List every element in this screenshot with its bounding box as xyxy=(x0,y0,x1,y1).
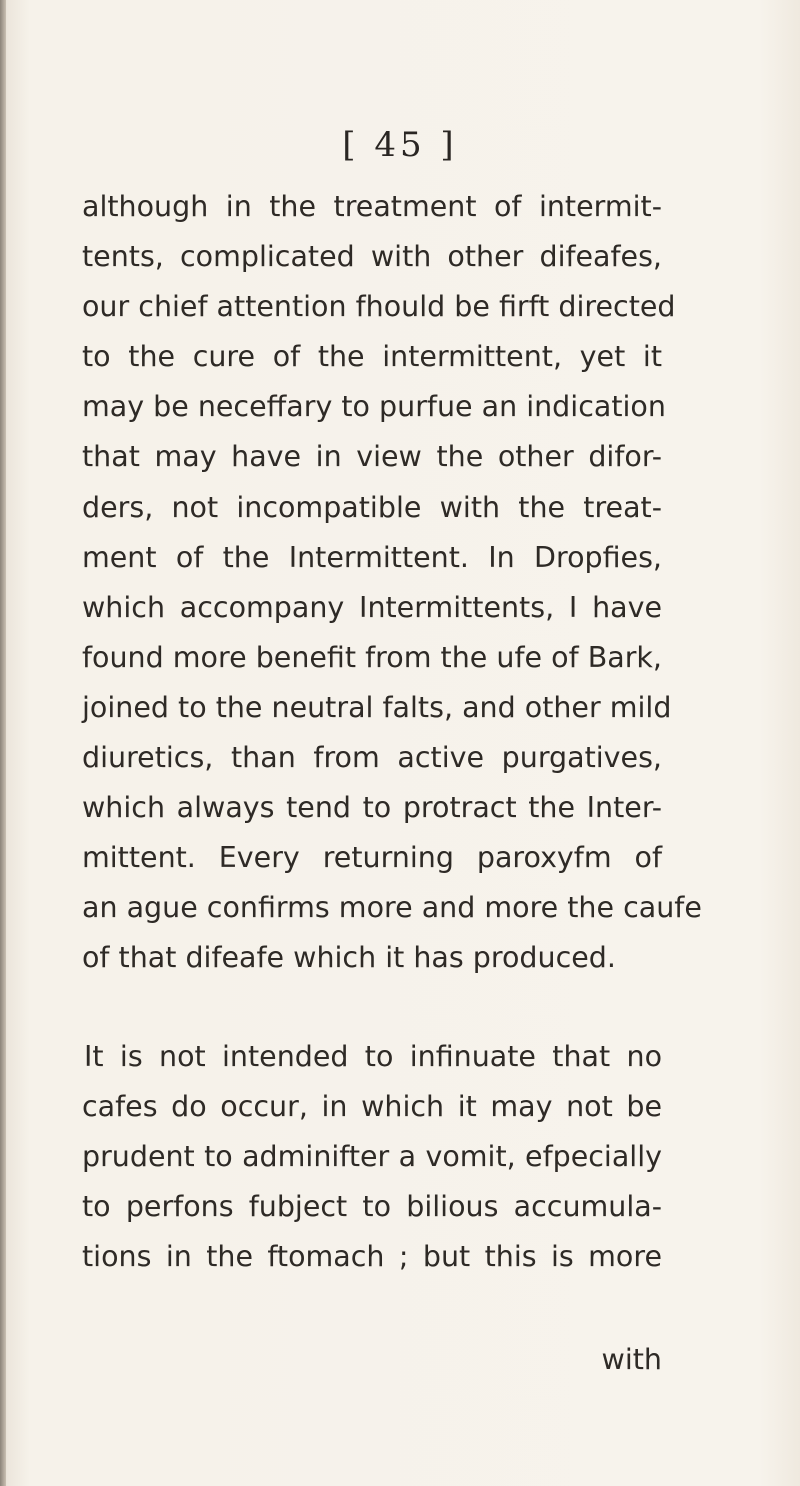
paragraph-gap xyxy=(82,984,662,1032)
text-line: joined to the neutral falts, and other mild xyxy=(82,690,672,724)
text-line: although in the treatment of intermit- xyxy=(82,190,662,223)
body-text xyxy=(82,182,702,1282)
text-line: which accompany Intermittents, I have xyxy=(82,590,662,624)
text-line: of that difeafe which it has produced. xyxy=(82,941,616,975)
text-line: mittent. Every returning paroxyfm of xyxy=(82,841,662,875)
text-line: tents, complicated with other difeafes, xyxy=(82,240,662,274)
text-line: an ague confirms more and more the caufe xyxy=(82,891,702,925)
text-line: ment of the Intermittent. In Dropfies, xyxy=(82,540,662,574)
text-line: that may have in view the other difor- xyxy=(82,440,662,474)
text-line: tions in the ftomach ; but this is more xyxy=(82,1239,662,1273)
page-number: [ 45 ] xyxy=(342,125,458,165)
text-line: found more benefit from the ufe of Bark, xyxy=(82,640,662,674)
page-spine-shadow xyxy=(0,0,6,1486)
catchword: with xyxy=(601,1343,662,1376)
text-line: to perfons fubject to bilious accumula- xyxy=(82,1189,662,1223)
text-line: may be neceffary to purfue an indication xyxy=(82,390,666,424)
text-line: ders, not incompatible with the treat- xyxy=(82,490,662,524)
text-line: which always tend to protract the Inter- xyxy=(82,791,662,825)
text-line: It is not intended to infinuate that no xyxy=(84,1039,662,1073)
text-line: our chief attention fhould be firft directed xyxy=(82,290,676,324)
text-line: prudent to adminifter a vomit, efpecially xyxy=(82,1139,662,1173)
text-line: cafes do occur, in which it may not be xyxy=(82,1089,662,1123)
text-line: to the cure of the intermittent, yet it xyxy=(82,340,662,374)
text-line: diuretics, than from active purgatives, xyxy=(82,741,662,775)
